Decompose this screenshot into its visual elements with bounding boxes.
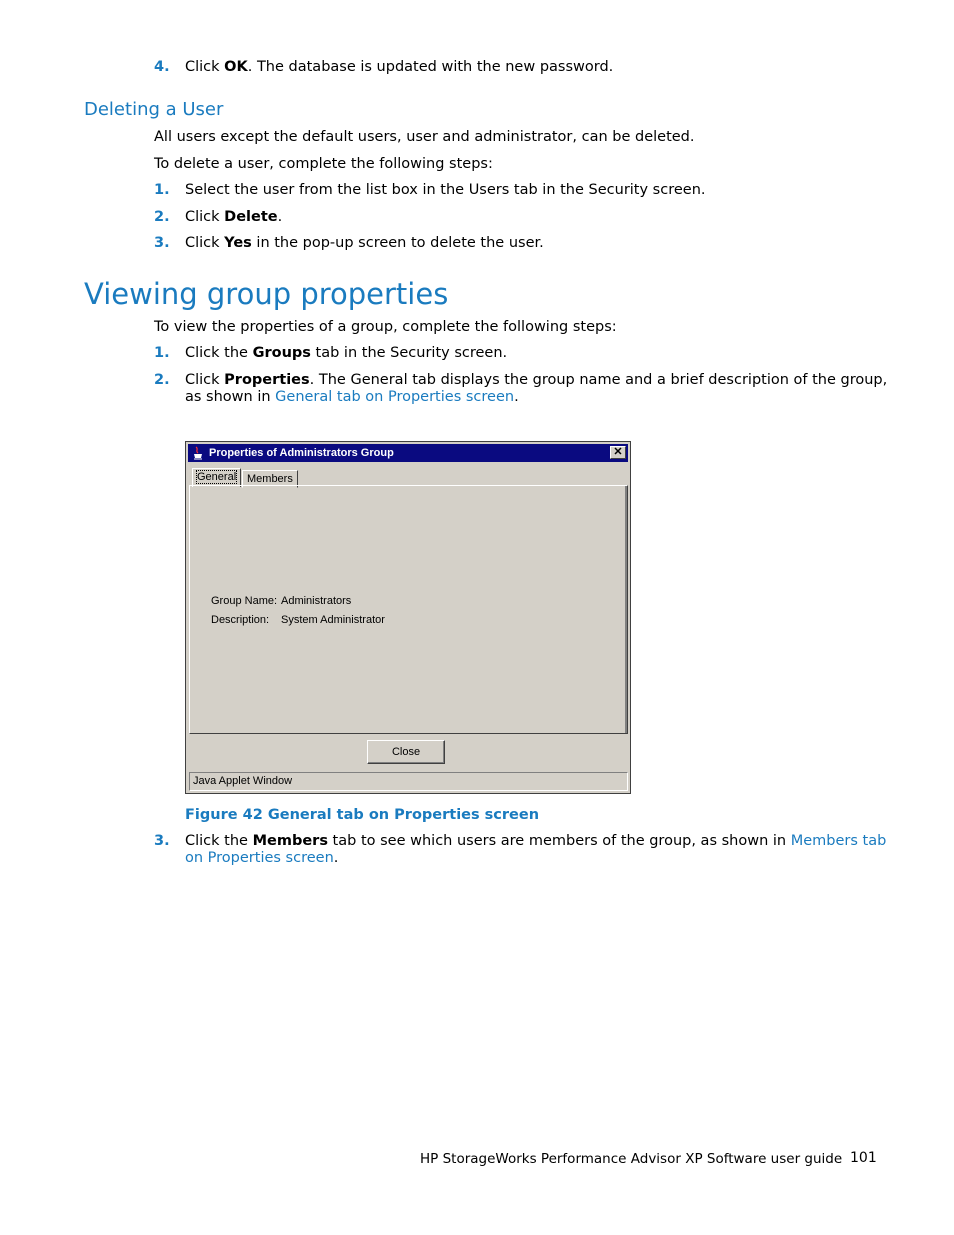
step-text — [185, 209, 282, 226]
tab-label: General — [197, 471, 237, 483]
step-text — [185, 235, 544, 252]
step-number: 4. — [154, 59, 170, 75]
step-text — [185, 345, 507, 362]
group-name-label: Group Name: — [211, 595, 278, 607]
step-text-post: . — [333, 850, 339, 866]
ok-term: OK — [224, 59, 248, 75]
description-label: Description: — [211, 614, 270, 626]
step-text-post: . The General tab displays the group name and a brief description of the group, — [309, 372, 888, 388]
step-text-post: . — [514, 389, 519, 405]
dialog-titlebar — [188, 444, 628, 462]
step-number: 2. — [154, 372, 170, 388]
group-name-value: Administrators — [281, 595, 352, 607]
step-text — [185, 833, 886, 850]
java-applet-status: Java Applet Window — [189, 772, 628, 791]
paragraph: All users except the default users, user and administrator, can be deleted. — [154, 129, 695, 145]
step-number: 2. — [154, 209, 170, 225]
properties-term: Properties — [224, 372, 310, 388]
step-number: 3. — [154, 833, 170, 849]
step-number: 1. — [154, 182, 170, 198]
step-text-post: . The database is updated with the new password. — [247, 59, 614, 75]
step-text-post: tab to see which users are members of the group, as shown in — [327, 833, 791, 849]
step-text-post: in the pop-up screen to delete the user. — [251, 235, 544, 251]
general-tab-panel — [189, 485, 628, 734]
step-text: Select the user from the list box in the Users tab in the Security screen. — [185, 182, 706, 198]
delete-term: Delete — [224, 209, 278, 225]
members-tab-figure-link[interactable]: Members tab — [790, 833, 887, 849]
section-heading-deleting-user: Deleting a User — [84, 99, 224, 120]
panel-shadow — [625, 486, 627, 733]
description-value: System Administrator — [281, 614, 385, 626]
step-text-post: . — [277, 209, 283, 225]
step-text-line2 — [185, 850, 338, 867]
step-text-post: tab in the Security screen. — [310, 345, 508, 361]
close-icon[interactable]: ✕ — [610, 446, 626, 459]
java-icon — [193, 446, 203, 460]
step-text-line2 — [185, 389, 519, 406]
step-number: 1. — [154, 345, 170, 361]
general-tab-figure-link[interactable]: General tab on Properties screen — [275, 389, 515, 405]
section-heading-viewing-group-properties: Viewing group properties — [84, 277, 449, 311]
step-text — [185, 59, 613, 76]
page-number: 101 — [850, 1150, 877, 1166]
properties-dialog — [185, 441, 631, 794]
step-text-pre: Click — [185, 209, 225, 225]
yes-term: Yes — [224, 235, 252, 251]
page-footer-title: HP StorageWorks Performance Advisor XP Software user guide — [420, 1151, 843, 1167]
paragraph: To delete a user, complete the following steps: — [154, 156, 493, 172]
step-text-pre: Click — [185, 372, 225, 388]
step-number: 3. — [154, 235, 170, 251]
groups-term: Groups — [252, 345, 311, 361]
dialog-title: Properties of Administrators Group — [209, 447, 394, 459]
tab-label: Members — [247, 473, 293, 485]
figure-caption: Figure 42 General tab on Properties screen — [185, 807, 540, 823]
paragraph: To view the properties of a group, complete the following steps: — [154, 319, 617, 335]
members-tab-figure-link-cont[interactable]: on Properties screen — [185, 850, 334, 866]
step-text-pre: Click the — [185, 345, 253, 361]
step-text-pre: Click the — [185, 833, 253, 849]
step-text — [185, 372, 887, 389]
members-term: Members — [252, 833, 328, 849]
close-button[interactable]: Close — [367, 740, 445, 764]
step-text-pre: Click — [185, 59, 225, 75]
step-text-pre: as shown in — [185, 389, 276, 405]
step-text-pre: Click — [185, 235, 225, 251]
